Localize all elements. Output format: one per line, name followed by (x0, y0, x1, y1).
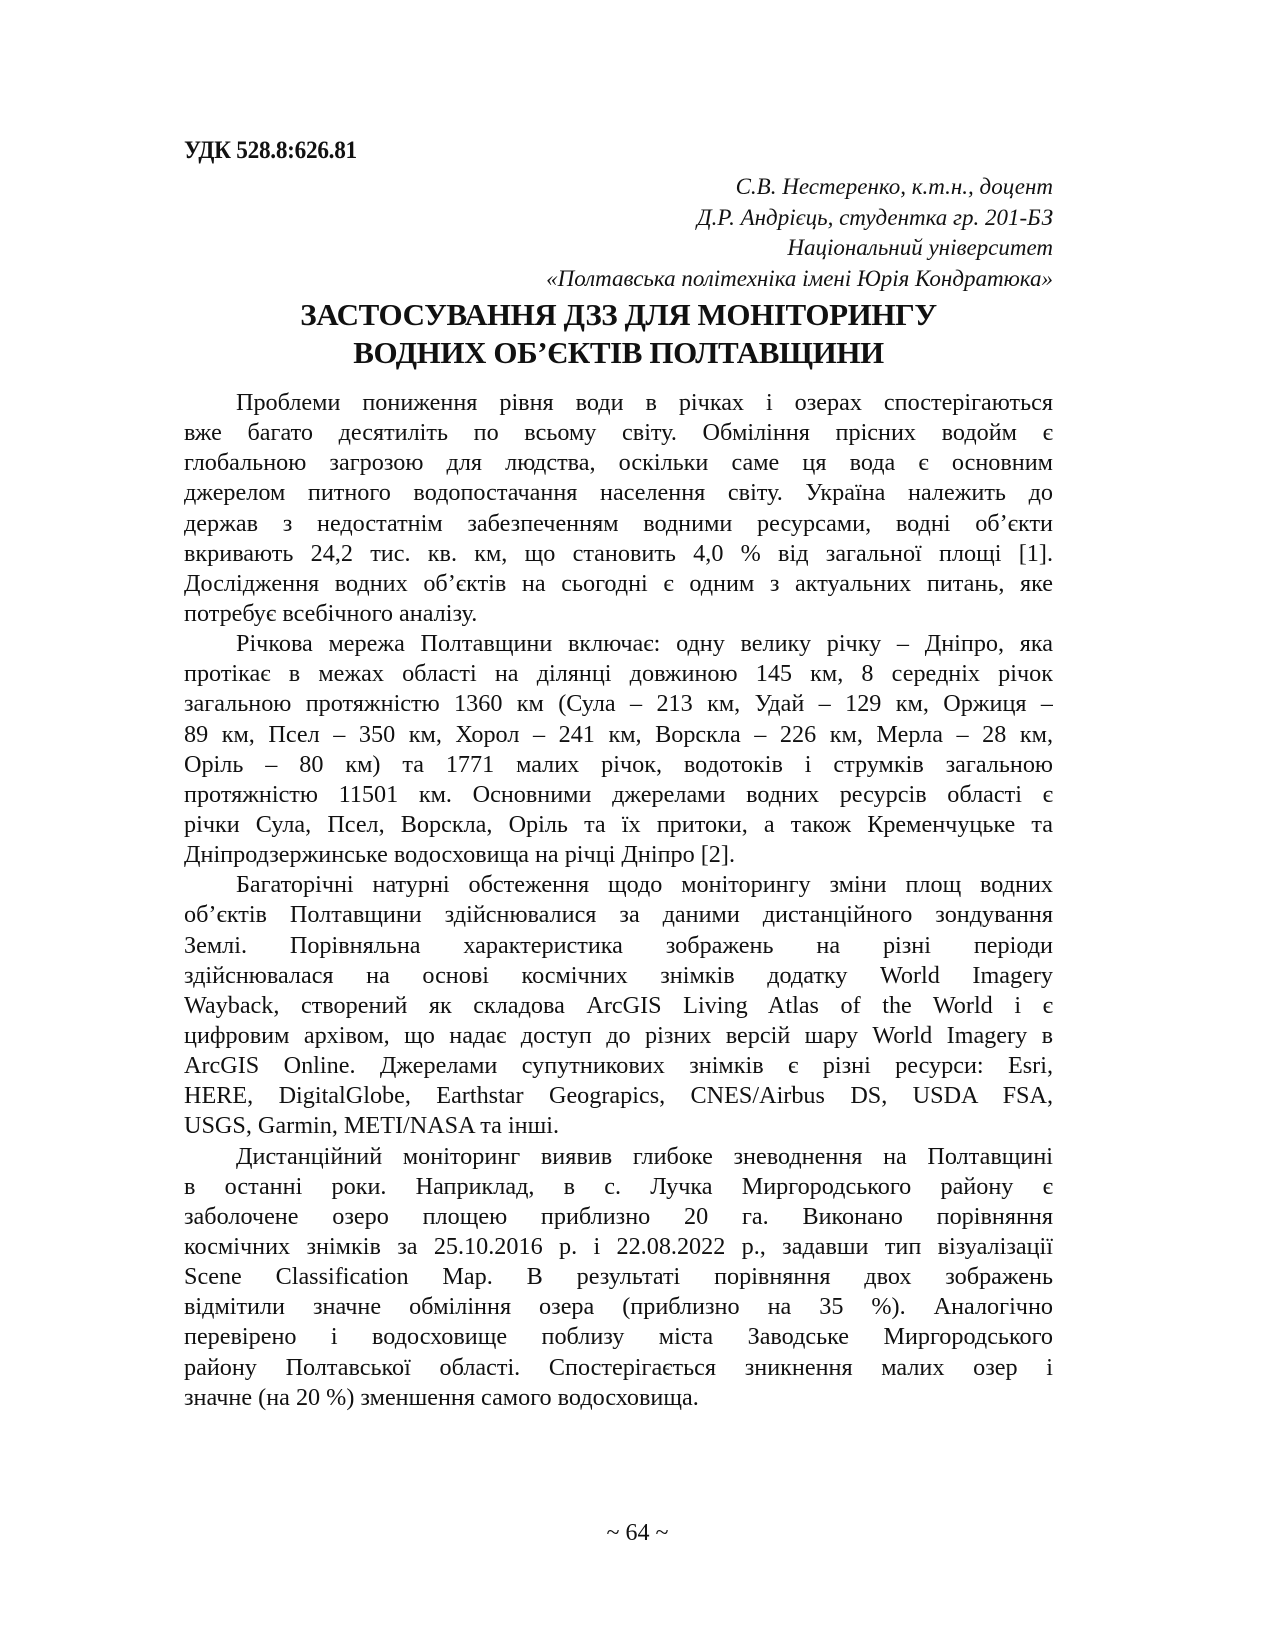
paragraph-2 (184, 629, 1053, 870)
text-line: відмітили значне обміління озера (приблизно на 35 %). Аналогічно (184, 1293, 1053, 1321)
title-line-1: ЗАСТОСУВАННЯ ДЗЗ ДЛЯ МОНІТОРИНГУ (300, 297, 937, 332)
paragraph-4 (184, 1142, 1053, 1413)
text-line: протікає в межах області на ділянці довжиною 145 км, 8 середніх річок (184, 660, 1053, 688)
affiliation-line-2: «Полтавська політехніка імені Юрія Кондратюка» (546, 265, 1053, 291)
text-line: в останні роки. Наприклад, в с. Лучка Миргородського району є (184, 1172, 1053, 1200)
text-line: Оріль – 80 км) та 1771 малих річок, водотоків і струмків загальною (184, 750, 1053, 778)
author-block (546, 172, 1053, 294)
author-1: С.В. Нестеренко, к.т.н., доцент (735, 174, 1053, 199)
text-line: об’єктів Полтавщини здійснювалися за даними дистанційного зондування (184, 901, 1053, 929)
paragraph-1 (184, 388, 1053, 629)
text-line: Проблеми пониження рівня води в річках і озерах спостерігаються (236, 389, 1053, 416)
text-line: Дистанційний моніторинг виявив глибоке зневоднення на Полтавщині (236, 1142, 1053, 1170)
text-line: Wayback, створений як складова ArcGIS Living Atlas of the World і є (184, 991, 1053, 1019)
article-body (184, 388, 1053, 1413)
text-line: космічних знімків за 25.10.2016 р. і 22.08.2022 р., задавши тип візуалізації (184, 1232, 1053, 1260)
text-line: 89 км, Псел – 350 км, Хорол – 241 км, Ворскла – 226 км, Мерла – 28 км, (184, 720, 1053, 748)
paragraph-3 (184, 870, 1053, 1141)
text-line: річки Сула, Псел, Ворскла, Оріль та їх притоки, а також Кременчуцьке та (184, 810, 1053, 838)
text-line: здійснювалася на основі космічних знімків додатку World Imagery (184, 961, 1053, 989)
text-line: USGS, Garmin, METI/NASA та інші. (184, 1112, 560, 1140)
text-line: вже багато десятиліть по всьому світу. Обміління прісних водойм є (184, 419, 1053, 447)
text-line: Дніпродзержинське водосховища на річці Дніпро [2]. (184, 841, 735, 869)
text-line: Scene Classification Map. В результаті порівняння двох зображень (184, 1263, 1053, 1291)
text-line: заболочене озеро площею приблизно 20 га. Виконано порівняння (184, 1202, 1053, 1230)
article-title (184, 296, 1053, 372)
text-line: потребує всебічного аналізу. (184, 599, 478, 627)
text-line: цифровим архівом, що надає доступ до різних версій шару World Imagery в (184, 1021, 1053, 1049)
text-line: протяжністю 11501 км. Основними джерелами водних ресурсів області є (184, 780, 1053, 808)
text-line: Багаторічні натурні обстеження щодо моніторингу зміни площ водних (236, 871, 1053, 899)
text-line: ArcGIS Online. Джерелами супутникових знімків є різні ресурси: Esri, (184, 1052, 1053, 1080)
udk-code: УДК 528.8:626.81 (184, 137, 357, 164)
text-line: Землі. Порівняльна характеристика зображень на різні періоди (184, 931, 1053, 959)
title-line-2: ВОДНИХ ОБ’ЄКТІВ ПОЛТАВЩИНИ (353, 335, 884, 370)
text-line: значне (на 20 %) зменшення самого водосховища. (184, 1383, 699, 1411)
affiliation-line-1: Національний університет (787, 235, 1053, 260)
text-line: джерелом питного водопостачання населення світу. Україна належить до (184, 479, 1053, 507)
text-line: Дослідження водних об’єктів на сьогодні є одним з актуальних питань, яке (184, 569, 1053, 597)
text-line: держав з недостатнім забезпеченням водними ресурсами, водні об’єкти (184, 509, 1053, 537)
author-2: Д.Р. Андрієць, студентка гр. 201-БЗ (696, 204, 1053, 230)
page-number: ~ 64 ~ (606, 1520, 669, 1546)
text-line: HERE, DigitalGlobe, Earthstar Geograpics, CNES/Airbus DS, USDA FSA, (184, 1082, 1053, 1110)
text-line: Річкова мережа Полтавщини включає: одну велику річку – Дніпро, яка (236, 630, 1053, 658)
text-line: району Полтавської області. Спостерігається зникнення малих озер і (184, 1353, 1053, 1381)
text-line: загальною протяжністю 1360 км (Сула – 213 км, Удай – 129 км, Оржиця – (184, 690, 1053, 718)
text-line: вкривають 24,2 тис. кв. км, що становить 4,0 % від загальної площі [1]. (184, 539, 1053, 567)
text-line: глобальною загрозою для людства, оскільки саме ця вода є основним (184, 449, 1053, 477)
text-line: перевірено і водосховище поблизу міста Заводське Миргородського (184, 1323, 1053, 1351)
